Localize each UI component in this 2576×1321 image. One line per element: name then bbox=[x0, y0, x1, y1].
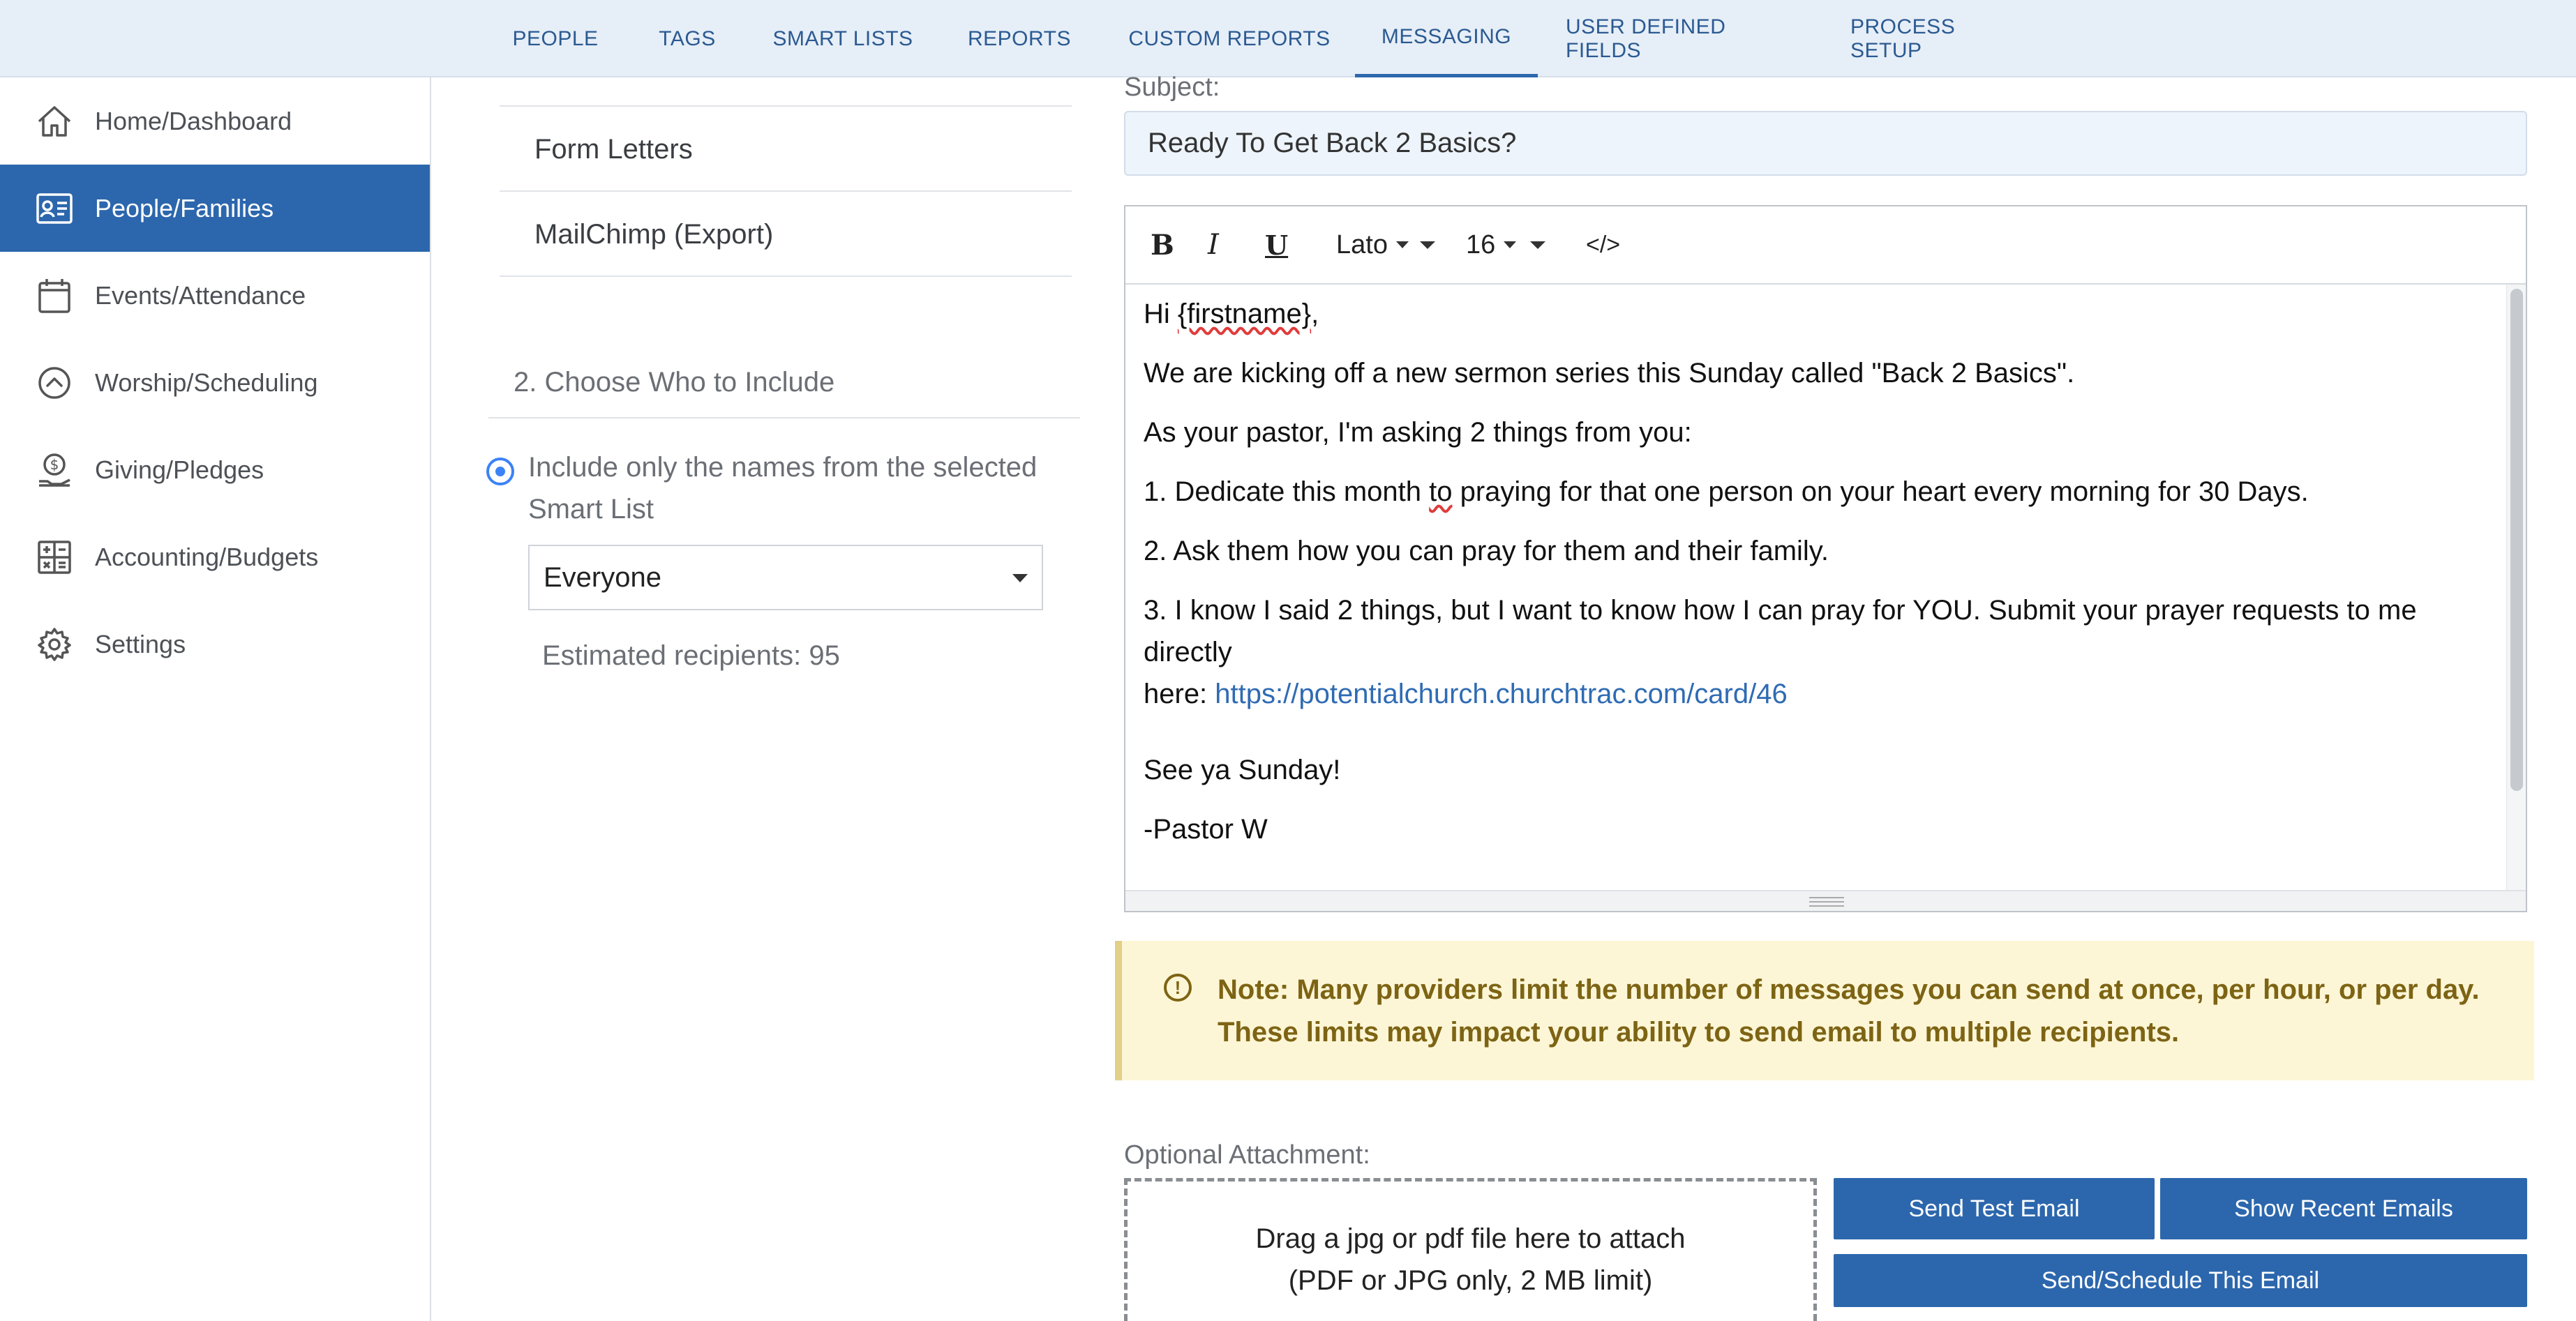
show-recent-emails-button[interactable]: Show Recent Emails bbox=[2160, 1178, 2527, 1239]
id-card-icon bbox=[35, 189, 74, 228]
section-title bbox=[488, 347, 1080, 418]
body-greeting: Hi {firstname}, bbox=[1144, 299, 1319, 329]
include-smart-list-label[interactable]: Include only the names from the selected Smart List bbox=[528, 452, 1038, 524]
firstname-variable: {firstname} bbox=[1177, 299, 1312, 329]
provider-limit-note bbox=[1115, 941, 2534, 1080]
bold-button[interactable]: B bbox=[1151, 228, 1174, 262]
sidebar-item-label: Settings bbox=[95, 629, 186, 658]
body-line: 1. Dedicate this month to praying for that one person on your heart every morning for 30 Days. bbox=[1144, 476, 2309, 507]
calendar-icon bbox=[35, 276, 74, 315]
caret-down-icon bbox=[1396, 241, 1409, 248]
tab-reports[interactable]: REPORTS bbox=[968, 27, 1071, 50]
body-line: 2. Ask them how you can pray for them and their family. bbox=[1144, 536, 1829, 566]
sidebar-item-label: People/Families bbox=[95, 193, 274, 222]
list-item-label: MailChimp (Export) bbox=[534, 218, 774, 250]
list-item bbox=[500, 22, 1072, 107]
sidebar-item-people-families[interactable] bbox=[0, 165, 430, 252]
send-schedule-email-button[interactable]: Send/Schedule This Email bbox=[1834, 1254, 2527, 1307]
info-exclamation-icon: ! bbox=[1164, 974, 1192, 1002]
section-title-text: 2. Choose Who to Include bbox=[514, 366, 835, 398]
underline-button[interactable]: U bbox=[1265, 229, 1289, 261]
home-icon bbox=[35, 102, 74, 141]
editor-scrollbar[interactable] bbox=[2510, 289, 2523, 791]
smart-list-select-value: Everyone bbox=[544, 561, 661, 593]
sidebar-item-label: Events/Attendance bbox=[95, 280, 306, 310]
sidebar-item-worship-scheduling[interactable] bbox=[0, 339, 430, 426]
sidebar-item-label: Worship/Scheduling bbox=[95, 368, 318, 397]
tab-messaging[interactable]: MESSAGING bbox=[1355, 0, 1538, 77]
sidebar-item-accounting-budgets[interactable] bbox=[0, 513, 430, 601]
body-line: As your pastor, I'm asking 2 things from you: bbox=[1144, 417, 1692, 448]
svg-text:$: $ bbox=[50, 455, 59, 473]
caret-down-icon bbox=[1420, 241, 1435, 249]
font-family-value: Lato bbox=[1336, 229, 1388, 259]
body-line: We are kicking off a new sermon series this Sunday called "Back 2 Basics". bbox=[1144, 358, 2075, 388]
tab-process-setup[interactable]: PROCESS SETUP bbox=[1850, 15, 1956, 62]
tab-user-defined-fields[interactable]: USER DEFINED FIELDS bbox=[1566, 15, 1726, 62]
list-item-label: Form Letters bbox=[534, 133, 693, 165]
sidebar-item-label: Accounting/Budgets bbox=[95, 542, 319, 571]
email-body[interactable] bbox=[1125, 285, 2503, 890]
tab-people[interactable]: PEOPLE bbox=[512, 27, 599, 50]
body-line: See ya Sunday! bbox=[1144, 755, 1341, 785]
caret-down-icon bbox=[1504, 241, 1516, 248]
body-line: 3. I know I said 2 things, but I want to know how I can pray for YOU. Submit your prayer requests to me directly here: https://potentialchurch.churchtrac.com/card/46 bbox=[1144, 595, 2417, 709]
dropzone-instructions: Drag a jpg or pdf file here to attach bbox=[1255, 1223, 1686, 1254]
chevron-up-circle-icon bbox=[35, 363, 74, 402]
attachment-dropzone[interactable] bbox=[1124, 1178, 1817, 1321]
resize-grip-icon bbox=[1809, 897, 1844, 907]
include-smart-list-radio[interactable] bbox=[486, 458, 514, 485]
font-size-value: 16 bbox=[1466, 229, 1496, 259]
font-family-dropdown[interactable] bbox=[1336, 206, 1434, 283]
subject-input[interactable] bbox=[1124, 111, 2527, 176]
sidebar-item-home-dashboard[interactable] bbox=[0, 77, 430, 165]
editor-resize-handle[interactable] bbox=[1125, 890, 2526, 911]
subject-label: Subject: bbox=[1124, 73, 1220, 102]
sidebar bbox=[0, 77, 431, 1321]
message-type-form-letters[interactable] bbox=[500, 107, 1072, 192]
tab-custom-reports[interactable]: CUSTOM REPORTS bbox=[1128, 27, 1331, 50]
gear-icon bbox=[35, 625, 74, 664]
italic-button[interactable]: I bbox=[1208, 229, 1219, 261]
sidebar-item-label: Home/Dashboard bbox=[95, 106, 292, 135]
prayer-card-link[interactable]: https://potentialchurch.churchtrac.com/card/46 bbox=[1215, 679, 1788, 709]
dropzone-limits: (PDF or JPG only, 2 MB limit) bbox=[1288, 1265, 1653, 1296]
caret-down-icon bbox=[1530, 241, 1545, 249]
message-type-mailchimp-export[interactable] bbox=[500, 192, 1072, 277]
top-nav bbox=[0, 0, 2576, 77]
body-signature: -Pastor W bbox=[1144, 814, 1268, 845]
sidebar-item-events-attendance[interactable] bbox=[0, 252, 430, 339]
estimated-recipients: Estimated recipients: 95 bbox=[542, 640, 840, 671]
send-test-email-button[interactable]: Send Test Email bbox=[1834, 1178, 2155, 1239]
sidebar-item-settings[interactable] bbox=[0, 601, 430, 688]
email-editor bbox=[1124, 205, 2527, 912]
sidebar-item-label: Giving/Pledges bbox=[95, 455, 264, 484]
attachment-label: Optional Attachment: bbox=[1124, 1140, 1370, 1170]
grid-calculator-icon bbox=[35, 538, 74, 577]
code-view-button[interactable]: </> bbox=[1586, 231, 1621, 258]
note-text: Note: Many providers limit the number of messages you can send at once, per hour, or per day. These limits may impact your ability to send email to multiple recipients. bbox=[1218, 974, 2480, 1048]
tab-smart-lists[interactable]: SMART LISTS bbox=[772, 27, 913, 50]
tab-tags[interactable]: TAGS bbox=[659, 27, 716, 50]
sidebar-item-giving-pledges[interactable] bbox=[0, 426, 430, 513]
donation-icon bbox=[35, 451, 74, 490]
smart-list-select[interactable] bbox=[528, 545, 1043, 610]
editor-toolbar bbox=[1125, 206, 2526, 285]
caret-down-icon bbox=[1012, 574, 1028, 582]
